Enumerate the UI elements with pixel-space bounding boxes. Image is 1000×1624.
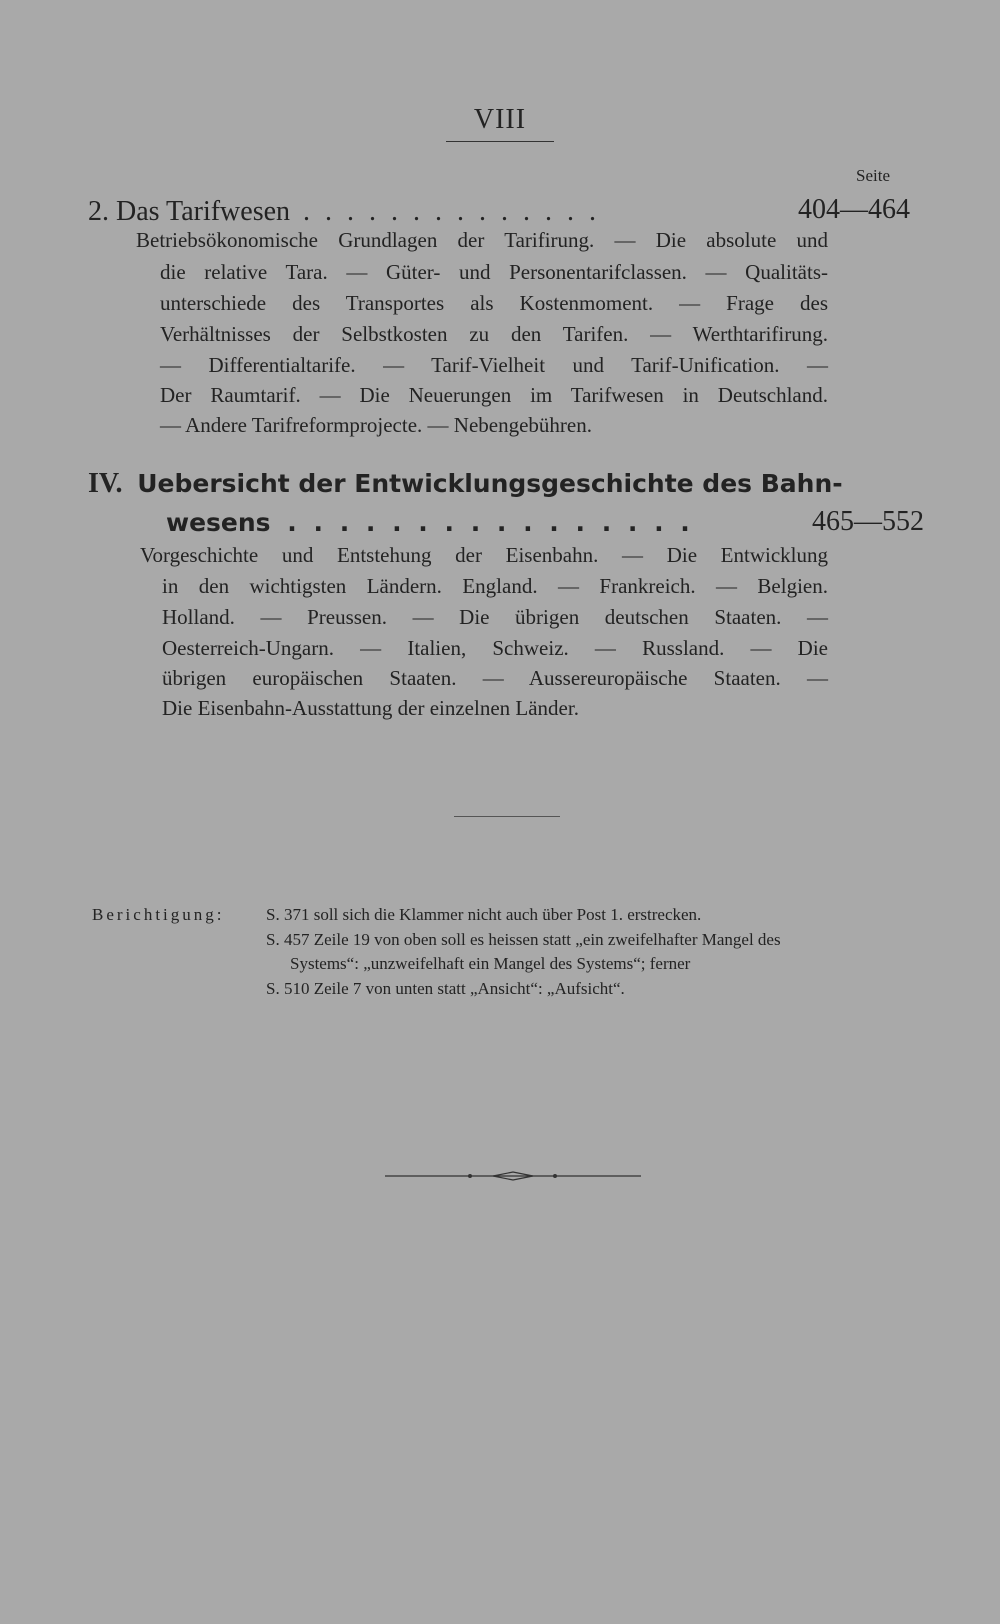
section-2-line: — Andere Tarifreformprojecte. — Nebengebühren. [160, 413, 592, 437]
end-ornament-icon [385, 1168, 641, 1189]
section-2-title-text: 2. Das Tarifwesen [88, 196, 291, 227]
section-2-line: Verhältnisses der Selbstkosten zu den Tarifen. — Werthtarifirung. [160, 322, 828, 346]
section-IV-line: in den wichtigsten Ländern. England. — Frankreich. — Belgien. [162, 574, 828, 598]
section-IV-roman: IV. [88, 468, 123, 499]
section-IV-page-range: 465—552 [812, 506, 924, 537]
section-IV-line: Vorgeschichte und Entstehung der Eisenbahn. — Die Entwicklung [140, 543, 828, 567]
errata-label: Berichtigung: [92, 905, 225, 924]
section-2-line: — Differentialtarife. — Tarif-Vielheit und Tarif-Unification. — [160, 353, 828, 377]
section-IV-line: Holland. — Preussen. — Die übrigen deutschen Staaten. — [162, 605, 828, 629]
section-IV-line: Oesterreich-Ungarn. — Italien, Schweiz. — Russland. — Die [162, 636, 828, 660]
section-IV-line: übrigen europäischen Staaten. — Aussereuropäische Staaten. — [162, 666, 828, 690]
section-2-line: Betriebsökonomische Grundlagen der Tarifirung. — Die absolute und [136, 228, 828, 252]
errata-line: S. 510 Zeile 7 von unten statt „Ansicht“: „Aufsicht“. [266, 979, 625, 998]
section-2-title [88, 196, 600, 228]
section-2-line: unterschiede des Transportes als Kostenmoment. — Frage des [160, 291, 828, 315]
section-IV-title-line1: Uebersicht der Entwicklungsgeschichte des Bahn- [137, 469, 843, 498]
page-number-rule [446, 141, 554, 142]
seite-label: Seite [856, 166, 890, 185]
section-IV-title [88, 468, 843, 500]
section-2-page-range: 404—464 [798, 194, 910, 225]
errata-line: S. 457 Zeile 19 von oben soll es heissen statt „ein zweifelhafter Mangel des [266, 930, 781, 949]
section-IV-leader: . . . . . . . . . . . . . . . . [287, 508, 694, 537]
section-2-leader: . . . . . . . . . . . . . . [303, 196, 601, 227]
section-divider-rule [454, 816, 560, 817]
section-2-line: Der Raumtarif. — Die Neuerungen im Tarifwesen in Deutschland. [160, 383, 828, 407]
section-IV-title-line2: wesens . . . . . . . . . . . . . . . . [166, 508, 694, 537]
section-IV-line: Die Eisenbahn-Ausstattung der einzelnen Länder. [162, 696, 579, 720]
section-2-line: die relative Tara. — Güter- und Personentarifclassen. — Qualitäts- [160, 260, 828, 284]
errata-line: Systems“: „unzweifelhaft ein Mangel des Systems“; ferner [290, 954, 691, 973]
errata-line: S. 371 soll sich die Klammer nicht auch über Post 1. erstrecken. [266, 905, 702, 924]
page-number: VIII [473, 104, 527, 135]
